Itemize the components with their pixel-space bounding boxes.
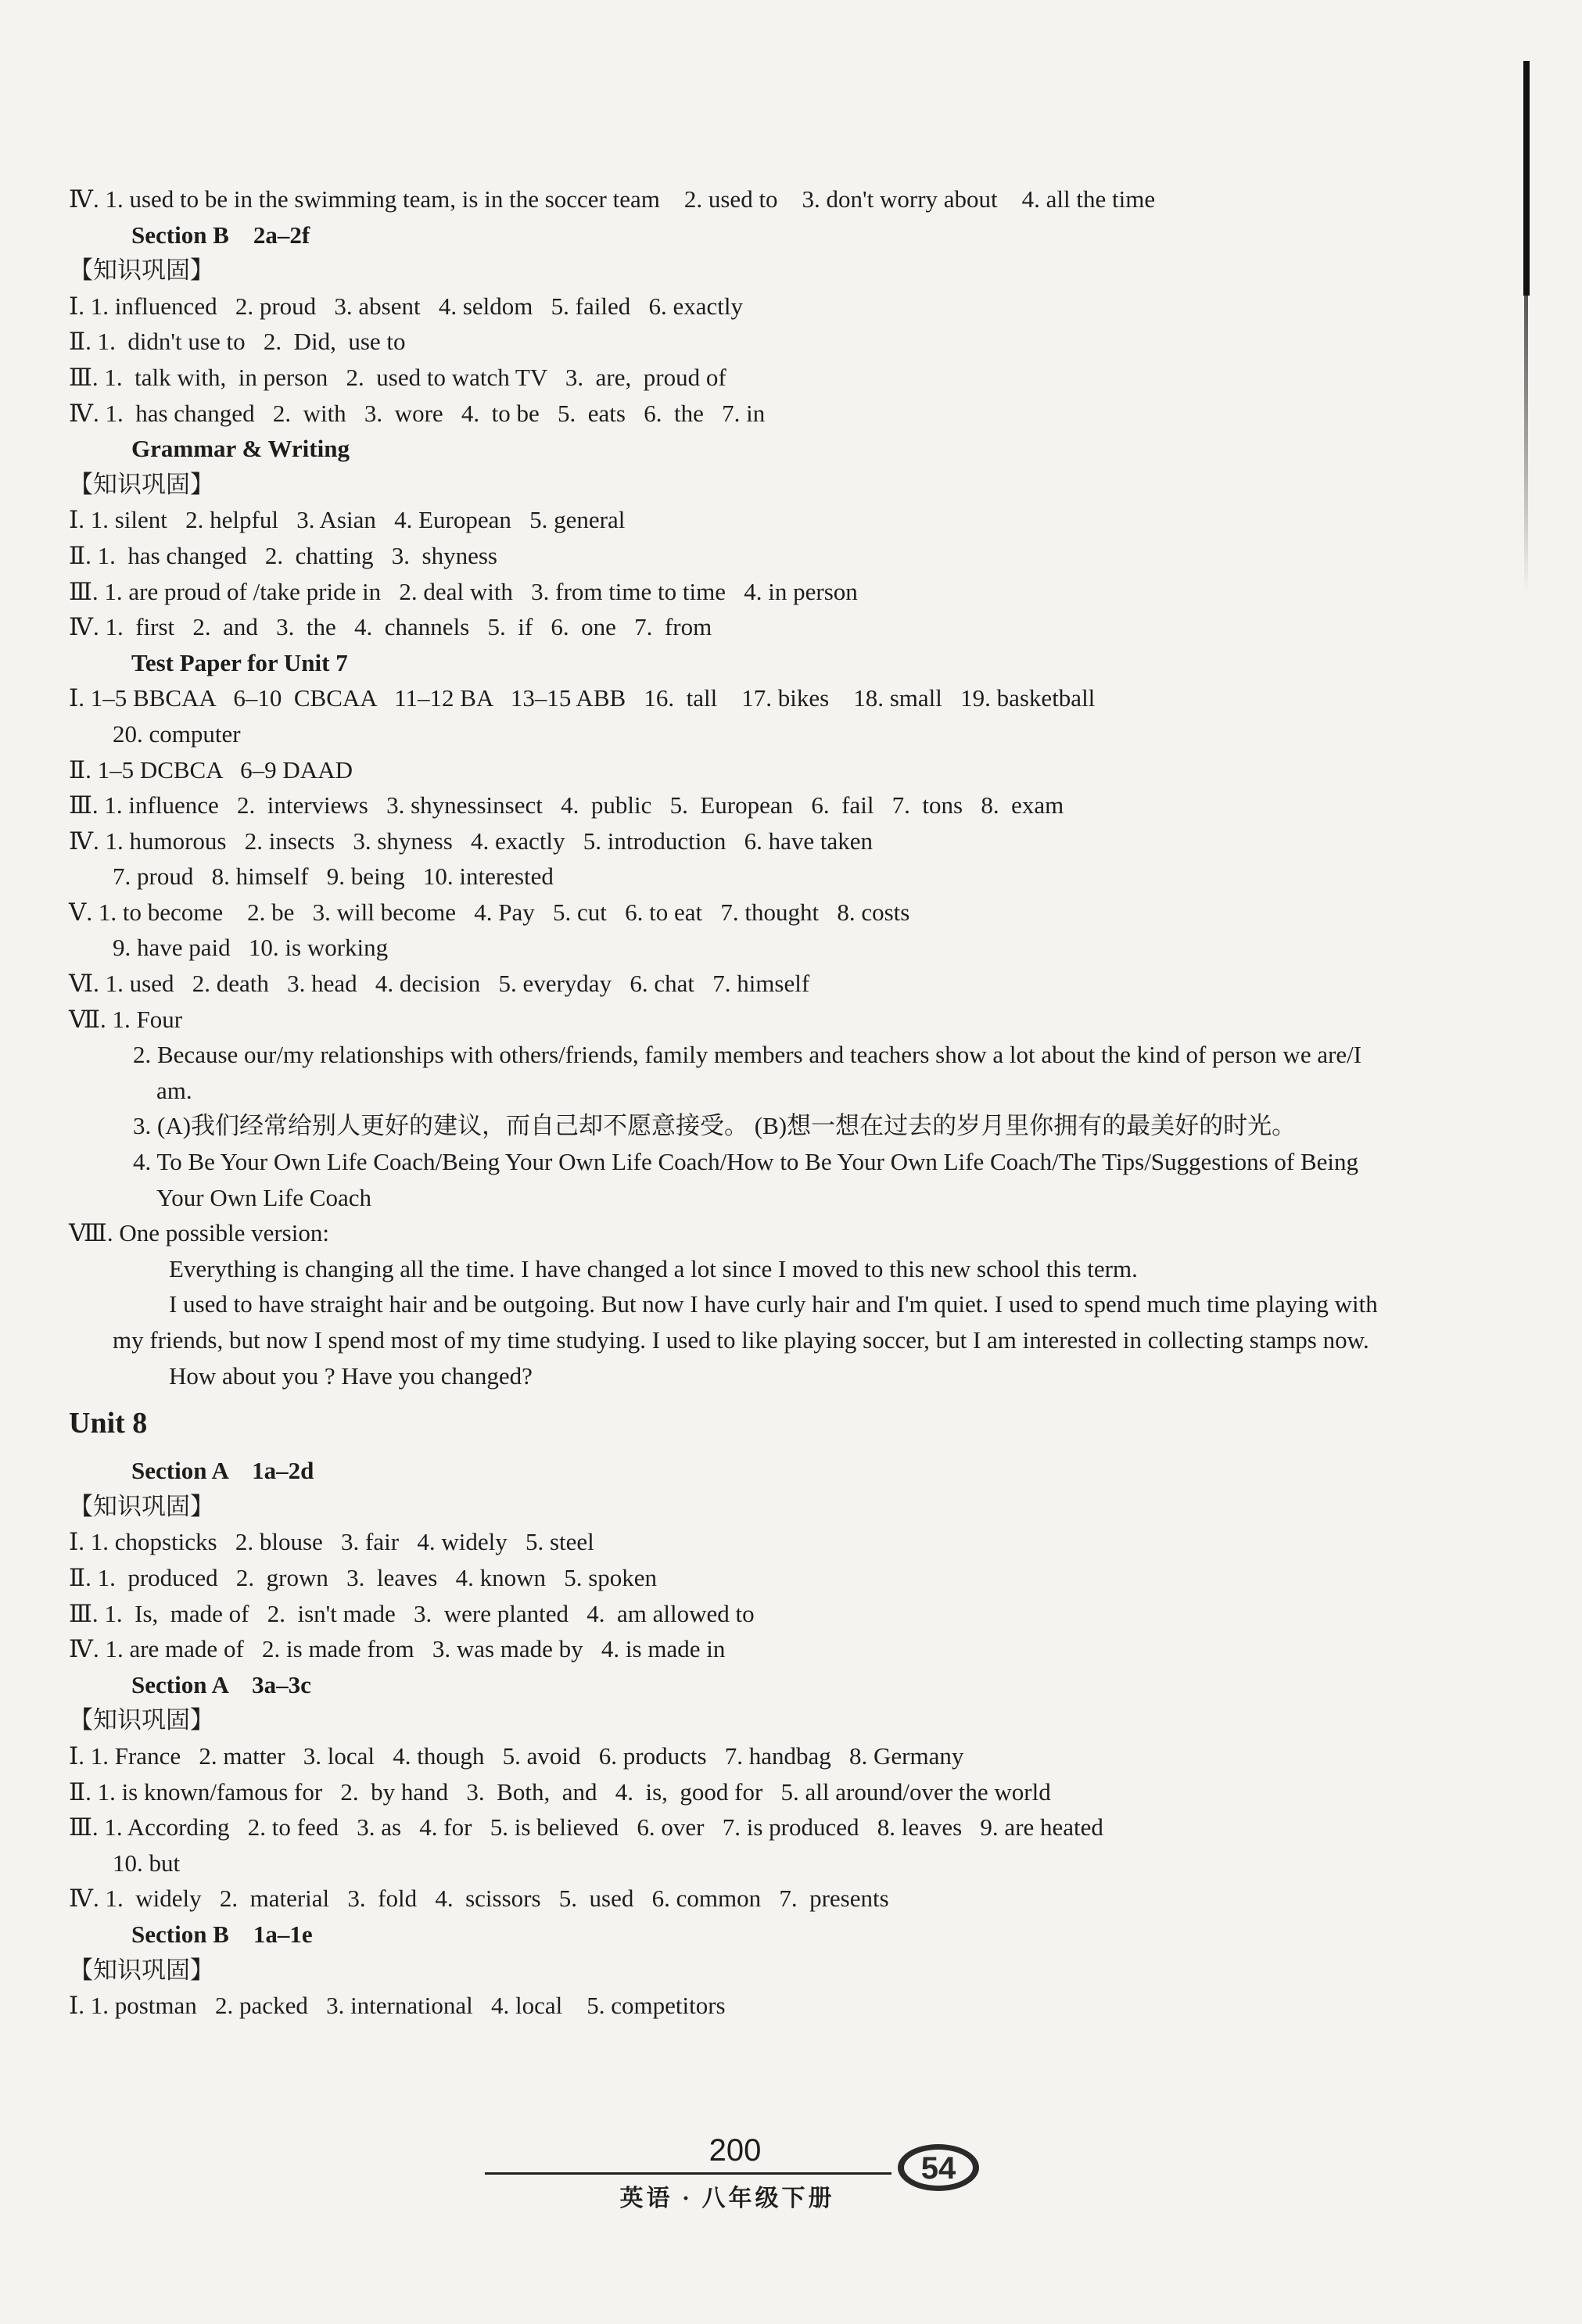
answer-line: Ⅰ. 1. postman 2. packed 3. international 4. local 5. competitors	[69, 1992, 726, 2020]
section-heading: Grammar & Writing	[131, 435, 350, 463]
answer-key-content	[69, 181, 1387, 2024]
answer-vii-2: 2. Because our/my relationships with others/friends, family members and teachers show a lot about the kind of person we are/I am.	[133, 1041, 1362, 1104]
answer-line: Ⅰ. 1. influenced 2. proud 3. absent 4. seldom 5. failed 6. exactly	[69, 292, 743, 320]
answer-vii-3: 3. (A)我们经常给别人更好的建议，而自己却不愿意接受。 (B)想一想在过去的岁月里你拥有的最美好的时光。	[133, 1112, 1297, 1140]
answer-line: 【知识巩固】	[69, 256, 214, 285]
unit7-answers	[69, 181, 1387, 1037]
answer-line: Ⅲ. 1. According 2. to feed 3. as 4. for 5. is believed 6. over 7. is produced 8. leaves 9. are heated	[69, 1813, 1103, 1842]
answer-line: Ⅴ. 1. to become 2. be 3. will become 4. Pay 5. cut 6. to eat 7. thought 8. costs	[69, 898, 910, 926]
scan-edge-shadow	[1523, 61, 1530, 296]
section-heading: Section B 1a–1e	[131, 1920, 313, 1948]
answer-line: Ⅲ. 1. influence 2. interviews 3. shynessinsect 4. public 5. European 6. fail 7. tons 8. exam	[69, 791, 1064, 819]
answer-line: Ⅱ. 1. is known/famous for 2. by hand 3. Both, and 4. is, good for 5. all around/over the world	[69, 1777, 1051, 1806]
answer-line: 【知识巩固】	[69, 470, 214, 498]
answer-line: Ⅳ. 1. are made of 2. is made from 3. was made by 4. is made in	[69, 1635, 726, 1663]
answer-line: Ⅲ. 1. talk with, in person 2. used to watch TV 3. are, proud of	[69, 363, 726, 391]
answer-line: Ⅳ. 1. humorous 2. insects 3. shyness 4. exactly 5. introduction 6. have taken	[69, 827, 873, 855]
unit8-answers	[69, 1453, 1387, 2024]
section-heading: Section A 3a–3c	[131, 1670, 311, 1698]
answer-line: Ⅱ. 1. didn't use to 2. Did, use to	[69, 328, 406, 356]
answer-line: Ⅰ. 1. France 2. matter 3. local 4. though 5. avoid 6. products 7. handbag 8. Germany	[69, 1741, 964, 1770]
footer-rule	[485, 2172, 891, 2175]
answer-line: Ⅳ. 1. widely 2. material 3. fold 4. scissors 5. used 6. common 7. presents	[69, 1885, 889, 1913]
answer-line: Ⅶ. 1. Four	[69, 1005, 183, 1033]
answer-line: Ⅰ. 1–5 BBCAA 6–10 CBCAA 11–12 BA 13–15 ABB 16. tall 17. bikes 18. small 19. basketball	[69, 684, 1096, 712]
essay-paragraph: I used to have straight hair and be outgoing. But now I have curly hair and I'm quiet. I used to spend much time playing with my friends, but now I spend most of my time studying. I used to like playing soccer, but I am interested in collecting stamps now.	[113, 1290, 1378, 1354]
answer-line: Ⅲ. 1. Is, made of 2. isn't made 3. were planted 4. am allowed to	[69, 1599, 755, 1627]
book-subject: 英语 · 八年级下册	[619, 2186, 835, 2211]
section-heading: Test Paper for Unit 7	[131, 648, 348, 676]
section-heading: Section A 1a–2d	[131, 1457, 314, 1485]
answer-line: Ⅳ. 1. used to be in the swimming team, is in the soccer team 2. used to 3. don't worry about 4. all the time	[69, 185, 1156, 213]
answer-line: Ⅱ. 1. has changed 2. chatting 3. shyness	[69, 541, 497, 569]
answer-line: 【知识巩固】	[69, 1956, 214, 1984]
answer-line: 20. computer	[113, 719, 241, 748]
section-viii-label: Ⅷ. One possible version:	[69, 1219, 329, 1247]
scan-edge-fade	[1524, 296, 1528, 593]
answer-line: Ⅰ. 1. chopsticks 2. blouse 3. fair 4. widely 5. steel	[69, 1528, 594, 1556]
answer-line: Ⅲ. 1. are proud of /take pride in 2. deal with 3. from time to time 4. in person	[69, 577, 858, 605]
answer-line: Ⅱ. 1–5 DCBCA 6–9 DAAD	[69, 755, 353, 784]
answer-vii-4: 4. To Be Your Own Life Coach/Being Your Own Life Coach/How to Be Your Own Life Coach/The Tips/Suggestions of Being Your Own Life Coach	[133, 1148, 1359, 1211]
page-footer	[0, 2133, 1582, 2227]
answer-line: Ⅱ. 1. produced 2. grown 3. leaves 4. known 5. spoken	[69, 1563, 658, 1591]
publisher-logo-icon	[891, 2135, 985, 2197]
essay-paragraph: Everything is changing all the time. I have changed a lot since I moved to this new school this term.	[169, 1254, 1138, 1282]
answer-line: 10. but	[113, 1849, 181, 1877]
page-number: 200	[708, 2133, 762, 2168]
answer-line: 7. proud 8. himself 9. being 10. interested	[113, 863, 554, 891]
section-heading: Section B 2a–2f	[131, 221, 310, 249]
answer-line: 【知识巩固】	[69, 1492, 214, 1520]
answer-line: Ⅵ. 1. used 2. death 3. head 4. decision 5. everyday 6. chat 7. himself	[69, 970, 810, 998]
answer-line: 【知识巩固】	[69, 1706, 214, 1734]
unit-title: Unit 8	[69, 1407, 148, 1440]
answer-line: Ⅳ. 1. first 2. and 3. the 4. channels 5. if 6. one 7. from	[69, 613, 712, 641]
section-vii-answers	[69, 1037, 1387, 1215]
logo-text: 54	[920, 2151, 956, 2186]
essay-paragraph: How about you ? Have you changed?	[169, 1361, 533, 1390]
answer-line: 9. have paid 10. is working	[113, 934, 389, 962]
answer-line: Ⅳ. 1. has changed 2. with 3. wore 4. to be 5. eats 6. the 7. in	[69, 399, 766, 427]
answer-line: Ⅰ. 1. silent 2. helpful 3. Asian 4. European 5. general	[69, 506, 626, 534]
section-viii-essay	[69, 1215, 1387, 1393]
